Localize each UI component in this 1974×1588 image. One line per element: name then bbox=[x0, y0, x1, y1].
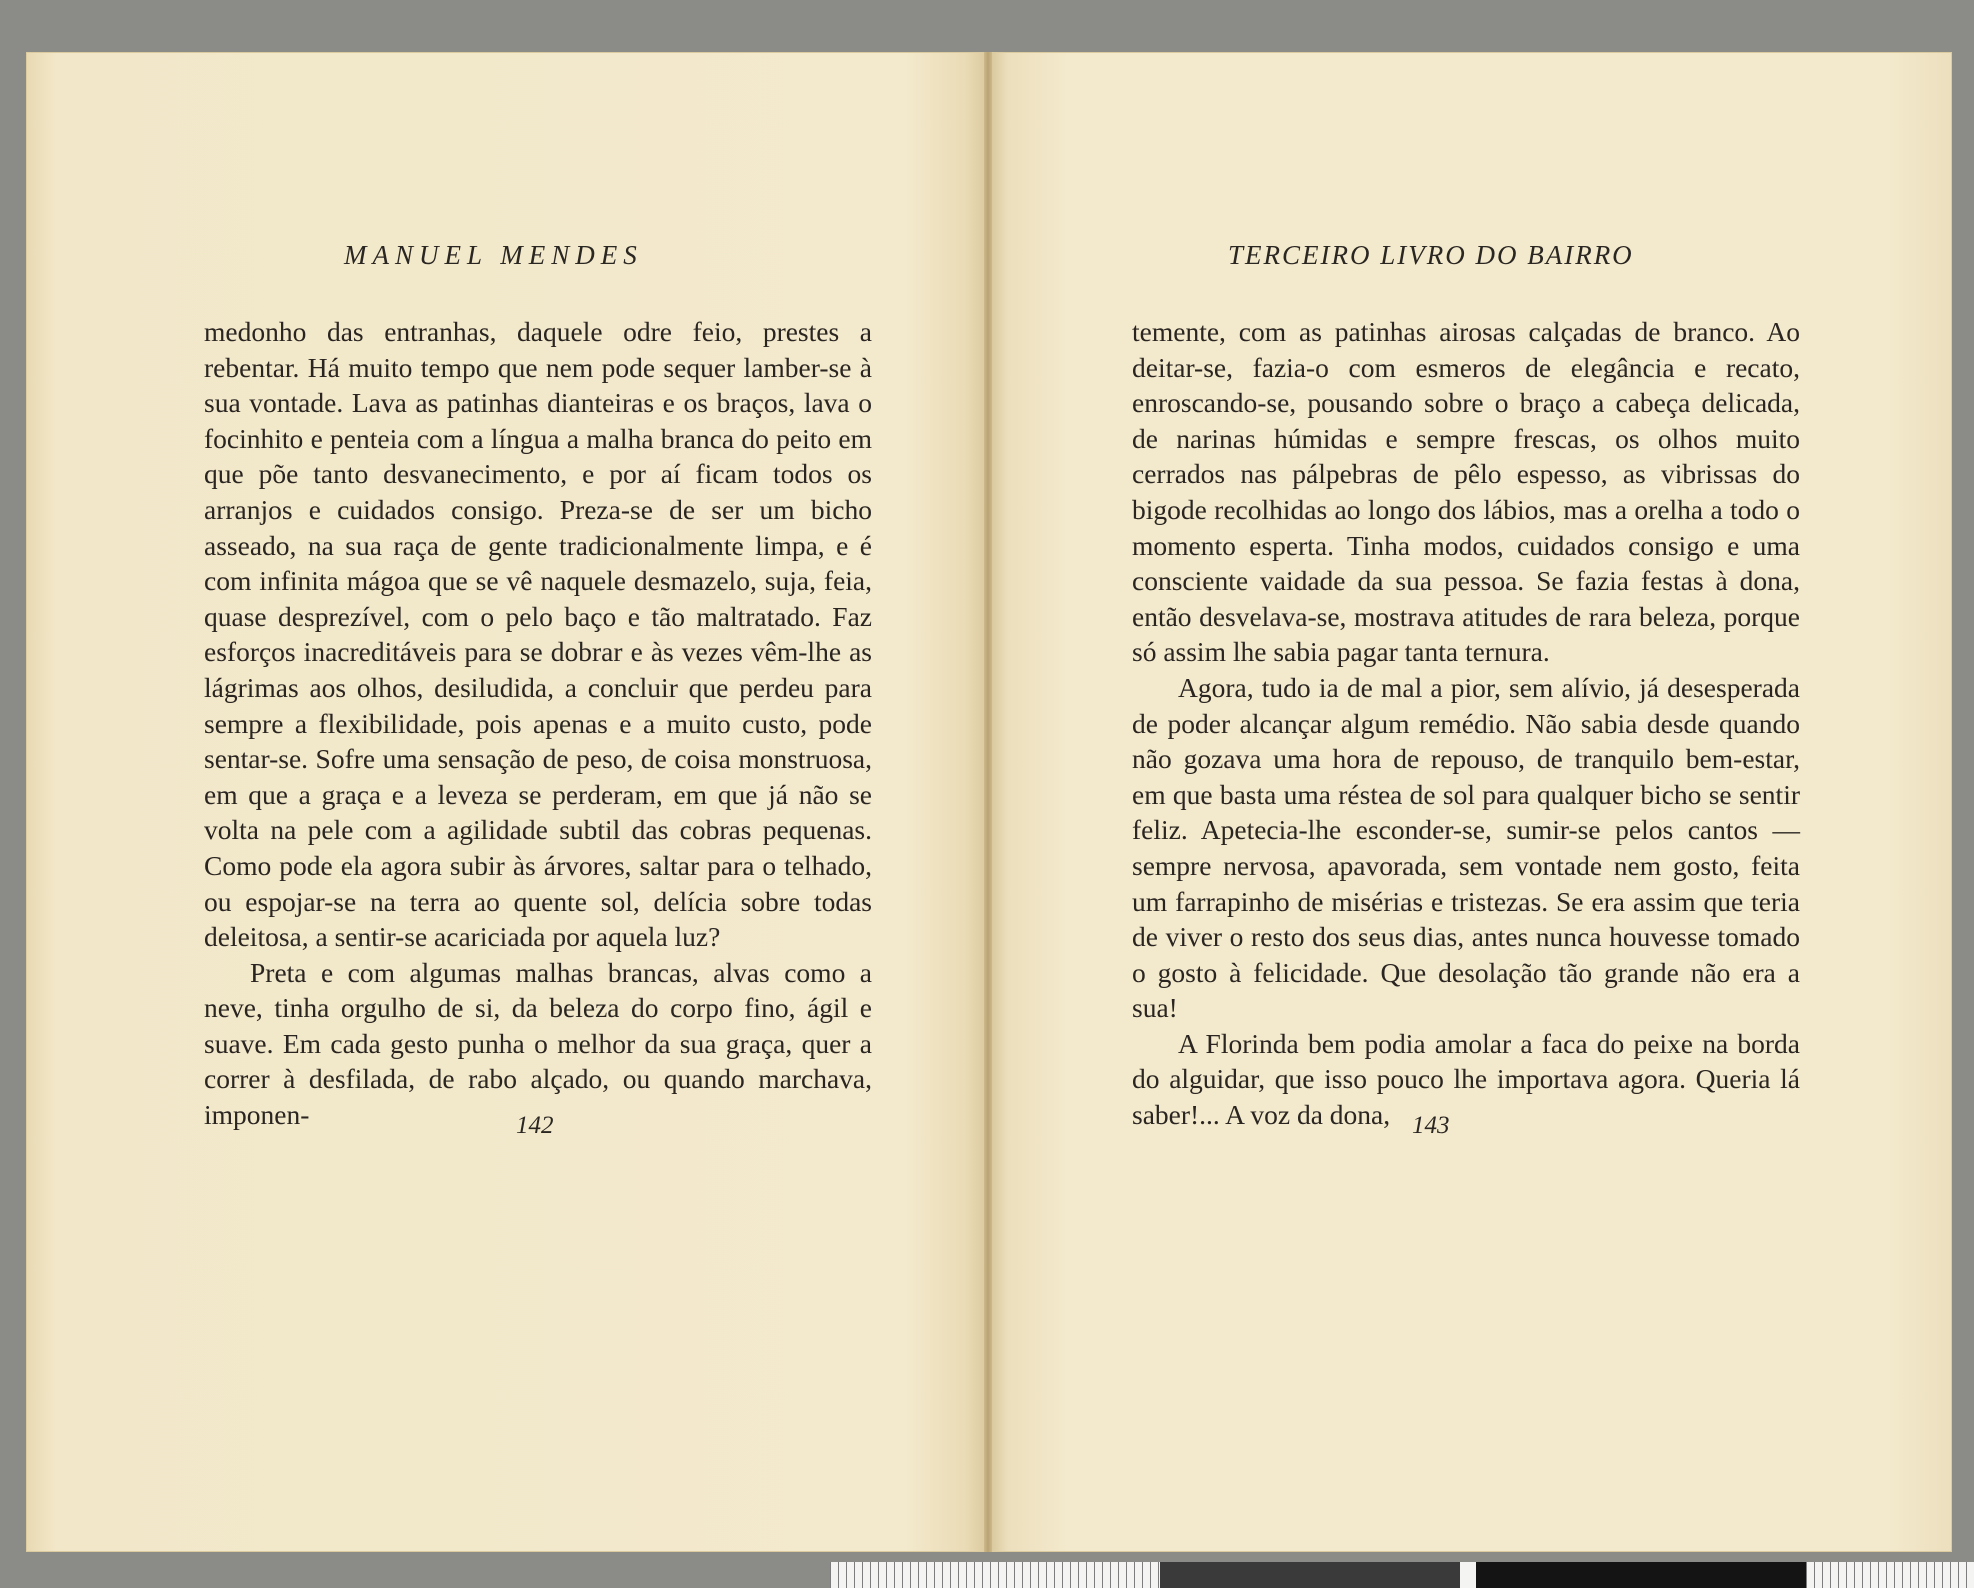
book-gutter bbox=[984, 52, 992, 1552]
right-page bbox=[988, 52, 1952, 1552]
ruler-ticks bbox=[1806, 1562, 1974, 1588]
color-patch bbox=[1476, 1562, 1806, 1588]
page-number: 143 bbox=[1412, 1112, 1450, 1139]
body-text bbox=[1132, 314, 1800, 1133]
scale-ruler bbox=[830, 1562, 1974, 1588]
paragraph: Preta e com algumas malhas brancas, alvas como a neve, tinha orgulho de si, da beleza do corpo fino, ágil e suave. Em cada gesto punha o melhor da sua graça, quer a correr à desfilada, de rabo alçado, ou quando marchava, imponen- bbox=[204, 956, 872, 1131]
book-spread bbox=[26, 52, 1952, 1552]
paragraph: medonho das entranhas, daquele odre feio, prestes a rebentar. Há muito tempo que nem pode sequer lamber-se à sua vontade. Lava as patinhas dianteiras e os braços, lava o focinhito e penteia com a língua a malha branca do peito em que põe tanto desvanecimento, e por aí ficam todos os arranjos e cuidados consigo. Preza-se de ser um bicho asseado, na sua raça de gente tradicionalmente limpa, e é com infinita mágoa que se vê naquele desmazelo, suja, feia, quase desprezível, com o pelo baço e tão maltratado. Faz esforços inacreditáveis para se dobrar e às vezes vêm-lhe as lágrimas aos olhos, desiludida, a concluir que perdeu para sempre a flexibilidade, pois apenas e a muito custo, pode sentar-se. Sofre uma sensação de peso, de coisa monstruosa, em que a graça e a leveza se perderam, em que já não se volta na pele com a agilidade subtil das cobras pequenas. Como pode ela agora subir às árvores, saltar para o telhado, ou espojar-se na terra ao quente sol, delícia sobre todas deleitosa, a sentir-se acariciada por aquela luz? bbox=[204, 316, 872, 953]
left-page bbox=[26, 52, 990, 1552]
paragraph: Agora, tudo ia de mal a pior, sem alívio, já desesperada de poder alcançar algum remédio. Não sabia desde quando não gozava uma hora de repouso, de tranquilo bem-estar, em que basta uma réstea de sol para qualquer bicho se sentir feliz. Apetecia-lhe esconder-se, sumir-se pelos cantos — sempre nervosa, apavorada, sem vontade nem gosto, feita um farrapinho de misérias e tristezas. Se era assim que teria de viver o resto dos seus dias, antes nunca houvesse tomado o gosto à felicidade. Que desolação tão grande não era a sua! bbox=[1132, 671, 1800, 1024]
page-number: 142 bbox=[516, 1112, 554, 1139]
paragraph: A Florinda bem podia amolar a faca do peixe na borda do alguidar, que isso pouco lhe importava agora. Queria lá saber!... A voz da dona, bbox=[1132, 1027, 1800, 1131]
color-patch bbox=[1460, 1562, 1476, 1588]
paragraph: temente, com as patinhas airosas calçadas de branco. Ao deitar-se, fazia-o com esmeros de elegância e recato, enroscando-se, pousando sobre o braço a cabeça delicada, de narinas húmidas e sempre frescas, os olhos muito cerrados nas pálpebras de pêlo espesso, as vibrissas do bigode recolhidas ao longo dos lábios, mas a orelha a todo o momento esperta. Tinha modos, cuidados consigo e uma consciente vaidade da sua pessoa. Se fazia festas à dona, então desvelava-se, mostrava atitudes de rara beleza, porque só assim lhe sabia pagar tanta ternura. bbox=[1132, 316, 1800, 668]
body-text bbox=[204, 314, 872, 1133]
color-patch bbox=[1160, 1562, 1460, 1588]
ruler-ticks bbox=[830, 1562, 1160, 1588]
running-head: MANUEL MENDES bbox=[344, 240, 643, 270]
running-head: TERCEIRO LIVRO DO BAIRRO bbox=[1228, 240, 1634, 270]
